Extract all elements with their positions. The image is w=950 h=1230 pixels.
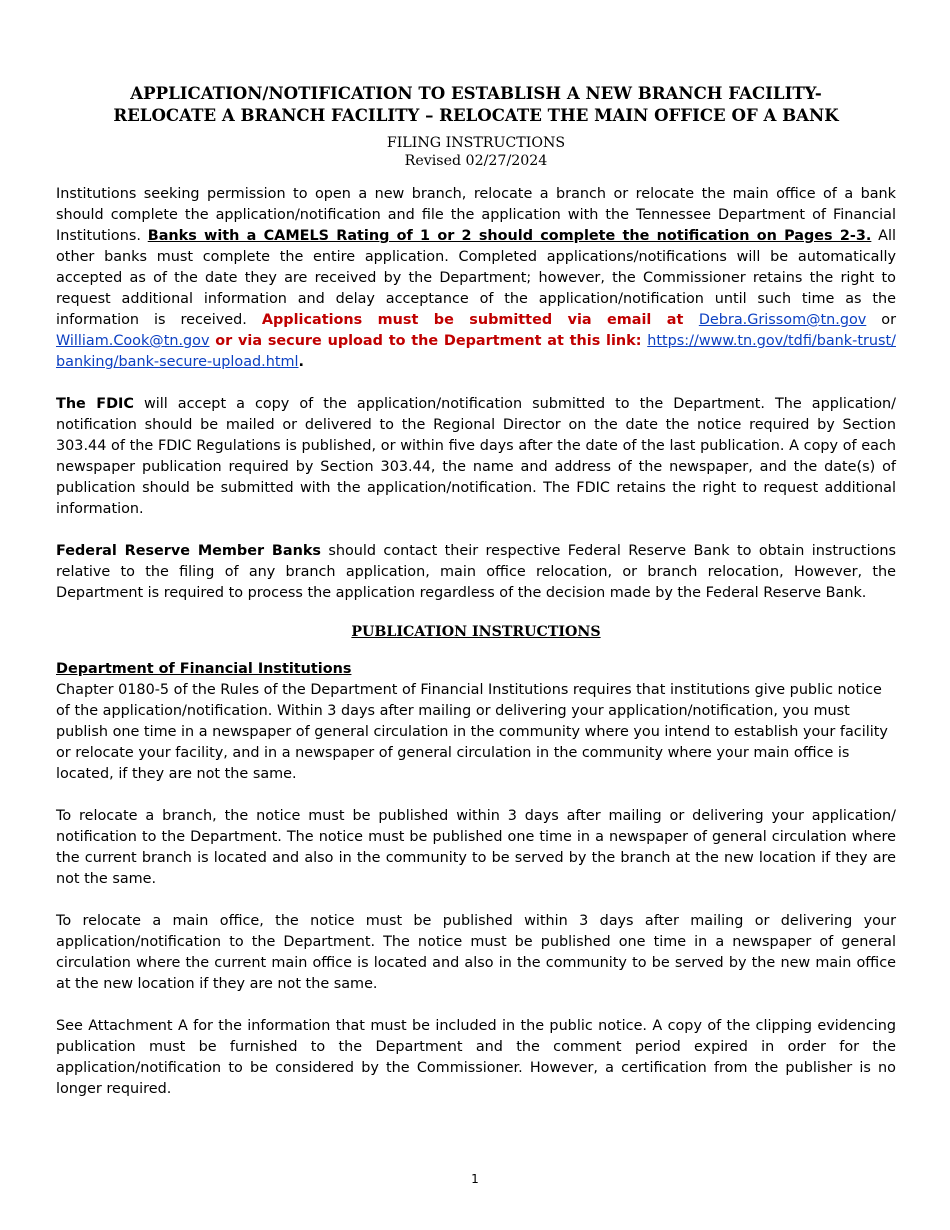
attachment-a-paragraph: See Attachment A for the information that must be included in the public notice. A copy of the clipping evidencing publication must be furnished to the Department and the comment period expired in order for the application/notification to be considered by the Commissioner. However, a certification from the publisher is no longer required. <box>56 1018 896 1097</box>
fdic-lead: The FDIC <box>56 396 134 412</box>
email-link-grissom[interactable]: Debra.Grissom@tn.gov <box>698 312 867 328</box>
secure-upload-link[interactable]: https://www.tn.gov/tdfi/bank-trust/banking/bank-secure-upload.html <box>56 333 896 370</box>
page-number: 1 <box>471 1172 479 1186</box>
fdic-paragraph <box>56 394 896 520</box>
relocate-main-office-paragraph: To relocate a main office, the notice must be published within 3 days after mailing or delivering your application/notification to the Department. The notice must be published one time in a newspaper of general circulation where the current main office is located and also in the community to be served by the new main office at the new location if they are not the same. <box>56 913 896 992</box>
submission-instruction: Applications must be submitted via email at <box>261 312 699 328</box>
document-title-line2: RELOCATE A BRANCH FACILITY – RELOCATE THE MAIN OFFICE OF A BANK <box>113 105 839 125</box>
email-link-cook[interactable]: William.Cook@tn.gov <box>56 333 210 349</box>
intro-paragraph <box>56 184 896 373</box>
intro-text-1: Institutions seeking permission to open a new branch, relocate a branch or relocate the main office of a bank should complete the application/notification and file the application with the Tennessee Department of Financial Institutions. <box>56 186 896 244</box>
dfi-paragraph: Chapter 0180-5 of the Rules of the Department of Financial Institutions requires that institutions give public notice of the application/notification. Within 3 days after mailing or delivering your application/notification, you must publish one time in a newspaper of general circulation in the community where you intend to establish your facility or relocate your facility, and in a newspaper of general circulation in the community where your main office is located, if they are not the same. <box>56 682 888 782</box>
dfi-heading: Department of Financial Institutions <box>56 661 352 677</box>
or-text: or <box>866 312 897 328</box>
intro-period: . <box>298 354 304 370</box>
relocate-branch-paragraph: To relocate a branch, the notice must be published within 3 days after mailing or delivering your application/ notification to the Department. The notice must be published one time in a newspaper of general circulation where the current branch is located and also in the community to be served by the branch at the new location if they are not the same. <box>56 808 896 887</box>
upload-instruction: or via secure upload to the Department at this link: <box>209 333 648 349</box>
federal-reserve-text: should contact their respective Federal Reserve Bank to obtain instructions relative to the filing of any branch application, main office relocation, or branch relocation, However, the Department is required to process the application regardless of the decision made by the Federal Reserve Bank. <box>56 543 896 601</box>
document-title-line1: APPLICATION/NOTIFICATION TO ESTABLISH A NEW BRANCH FACILITY- <box>130 83 822 103</box>
publication-instructions-heading: PUBLICATION INSTRUCTIONS <box>351 624 601 640</box>
document-page <box>56 82 896 1100</box>
revised-date: Revised 02/27/2024 <box>404 153 548 169</box>
document-subtitle: FILING INSTRUCTIONS <box>386 135 566 151</box>
federal-reserve-lead: Federal Reserve Member Banks <box>56 543 321 559</box>
camels-notice: Banks with a CAMELS Rating of 1 or 2 should complete the notification on Pages 2-3. <box>147 228 872 244</box>
federal-reserve-paragraph <box>56 541 896 604</box>
fdic-text: will accept a copy of the application/notification submitted to the Department. The application/ notification should be mailed or delivered to the Regional Director on the date the notice required by Section 303.44 of the FDIC Regulations is published, or within five days after the date of the last publication. A copy of each newspaper publication required by Section 303.44, the name and address of the newspaper, and the date(s) of publication should be submitted with the application/notification. The FDIC retains the right to request additional information. <box>56 396 896 517</box>
intro-text-2: All other banks must complete the entire application. Completed applications/notifications will be automatically accepted as of the date they are received by the Department; however, the Commissioner retains the right to request additional information and delay acceptance of the application/notification until such time as the information is received. <box>56 228 897 328</box>
